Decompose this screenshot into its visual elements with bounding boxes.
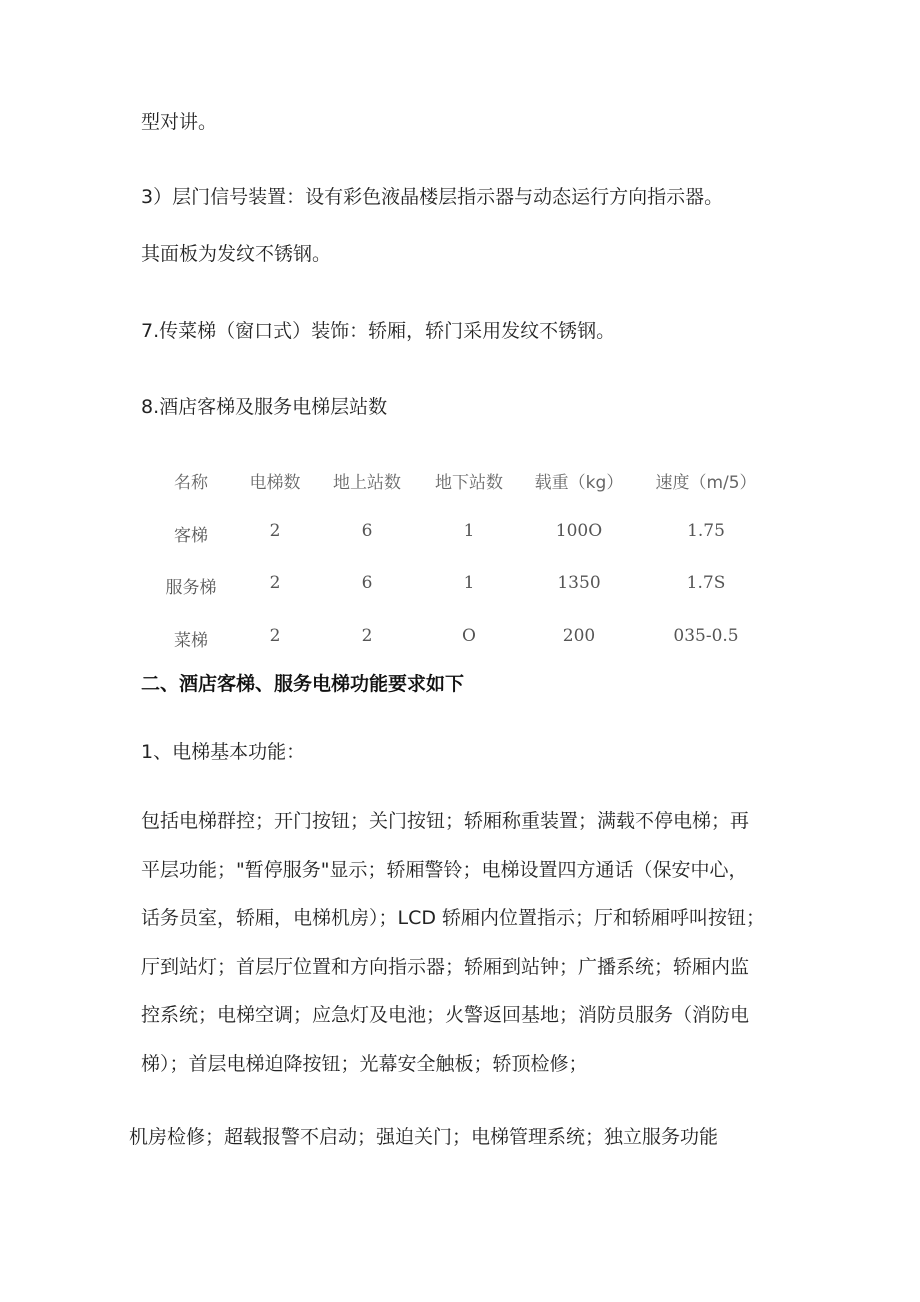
text-line-panel: 其面板为发纹不锈钢。 <box>141 243 332 265</box>
table-cell: 035-0.5 <box>673 625 739 646</box>
paragraph-line: 包括电梯群控；开门按钮；关门按钮；轿厢称重装置；满载不停电梯；再 <box>141 810 750 832</box>
text-line-table-caption: 8.酒店客梯及服务电梯层站数 <box>141 396 388 418</box>
table-row <box>140 563 780 616</box>
text-line-last: 机房检修；超载报警不启动；强迫关门；电梯管理系统；独立服务功能 <box>129 1126 719 1148</box>
table-cell: 6 <box>361 520 373 541</box>
table-cell: 2 <box>269 520 281 541</box>
table-cell: 2 <box>269 625 281 646</box>
table-cell: 1.7S <box>686 573 726 593</box>
table-cell: 6 <box>361 573 373 593</box>
table-cell: O <box>462 625 476 646</box>
table-header-cell: 载重（kg） <box>534 473 624 493</box>
table-cell: 1 <box>463 520 475 541</box>
paragraph-line: 梯）；首层电梯迫降按钮；光幕安全触板；轿顶检修； <box>141 1052 588 1075</box>
table-cell: 1 <box>463 573 475 593</box>
paragraph-line: 厅到站灯；首层厅位置和方向指示器；轿厢到站钟；广播系统；轿厢内监 <box>141 955 750 978</box>
table-header-cell: 电梯数 <box>249 473 301 493</box>
text-line-landing-door-signal: 3）层门信号装置：设有彩色液晶楼层指示器与动态运行方向指示器。 <box>141 186 724 208</box>
paragraph-line: 平层功能；"暂停服务"显示；轿厢警铃；电梯设置四方通话（保安中心， <box>141 858 748 881</box>
text-line-1: 型对讲。 <box>141 111 218 133</box>
table-header-cell: 地下站数 <box>435 473 503 493</box>
table-cell: 菜梯 <box>174 630 208 651</box>
subsection-heading: 1、电梯基本功能： <box>141 741 306 763</box>
table-header-cell: 地上站数 <box>333 473 401 493</box>
section-heading: 二、酒店客梯、服务电梯功能要求如下 <box>141 673 465 695</box>
table-header-row <box>140 458 780 511</box>
table-cell: 2 <box>269 573 281 593</box>
paragraph-line: 话务员室，轿厢，电梯机房）；LCD 轿厢内位置指示；厅和轿厢呼叫按钮； <box>141 907 766 929</box>
table-cell: 200 <box>562 625 596 646</box>
table-cell: 2 <box>361 625 373 646</box>
basic-functions-paragraph <box>141 797 801 1088</box>
table-row <box>140 616 780 669</box>
text-line-dumbwaiter: 7.传菜梯（窗口式）装饰：轿厢，轿门采用发纹不锈钢。 <box>141 320 616 342</box>
table-cell: 服务梯 <box>165 578 217 598</box>
table-cell: 100O <box>555 520 603 541</box>
elevator-stops-table <box>140 458 780 668</box>
table-header-cell: 名称 <box>174 473 208 493</box>
table-cell: 客梯 <box>174 525 208 546</box>
table-row <box>140 511 780 564</box>
table-cell: 1350 <box>557 573 601 593</box>
table-cell: 1.75 <box>687 520 725 541</box>
table-header-cell: 速度（m/5） <box>655 473 757 493</box>
paragraph-line: 控系统；电梯空调；应急灯及电池；火警返回基地；消防员服务（消防电 <box>141 1004 750 1026</box>
